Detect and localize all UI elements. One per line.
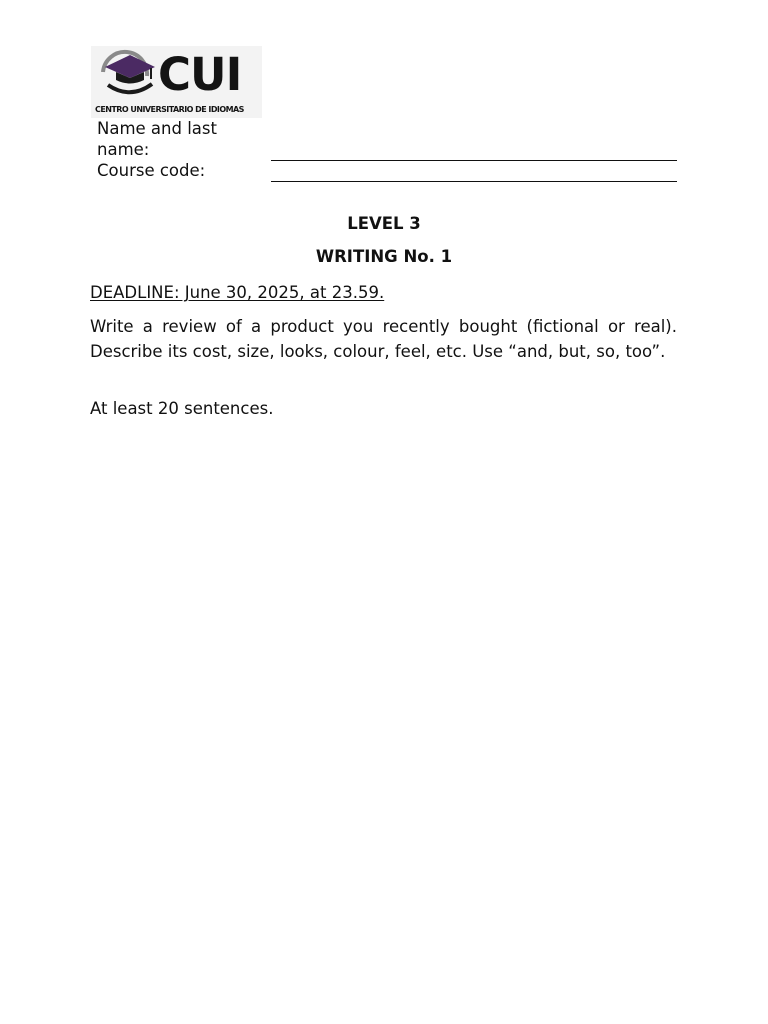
course-code-label: Course code:: [97, 161, 206, 180]
name-field-label: Name and last name:: [97, 119, 217, 159]
instructions-paragraph: Write a review of a product you recently bought (fictional or real). Describe its cost, size, looks, colour, feel, etc. Use “and, but, so, too”.: [90, 317, 677, 361]
name-field-line[interactable]: [271, 160, 677, 161]
writing-title: WRITING No. 1: [315, 247, 453, 266]
logo-subtitle: CENTRO UNIVERSITARIO DE IDIOMAS: [95, 105, 244, 114]
logo-wordmark: CUI: [158, 48, 242, 101]
level-heading: LEVEL 3: [347, 214, 421, 233]
minimum-sentences-text: At least 20 sentences.: [90, 399, 274, 418]
deadline-text: DEADLINE: June 30, 2025, at 23.59.: [90, 283, 385, 302]
course-code-line[interactable]: [271, 181, 677, 182]
graduation-cap-icon: [91, 46, 157, 104]
cui-logo: [91, 46, 262, 118]
